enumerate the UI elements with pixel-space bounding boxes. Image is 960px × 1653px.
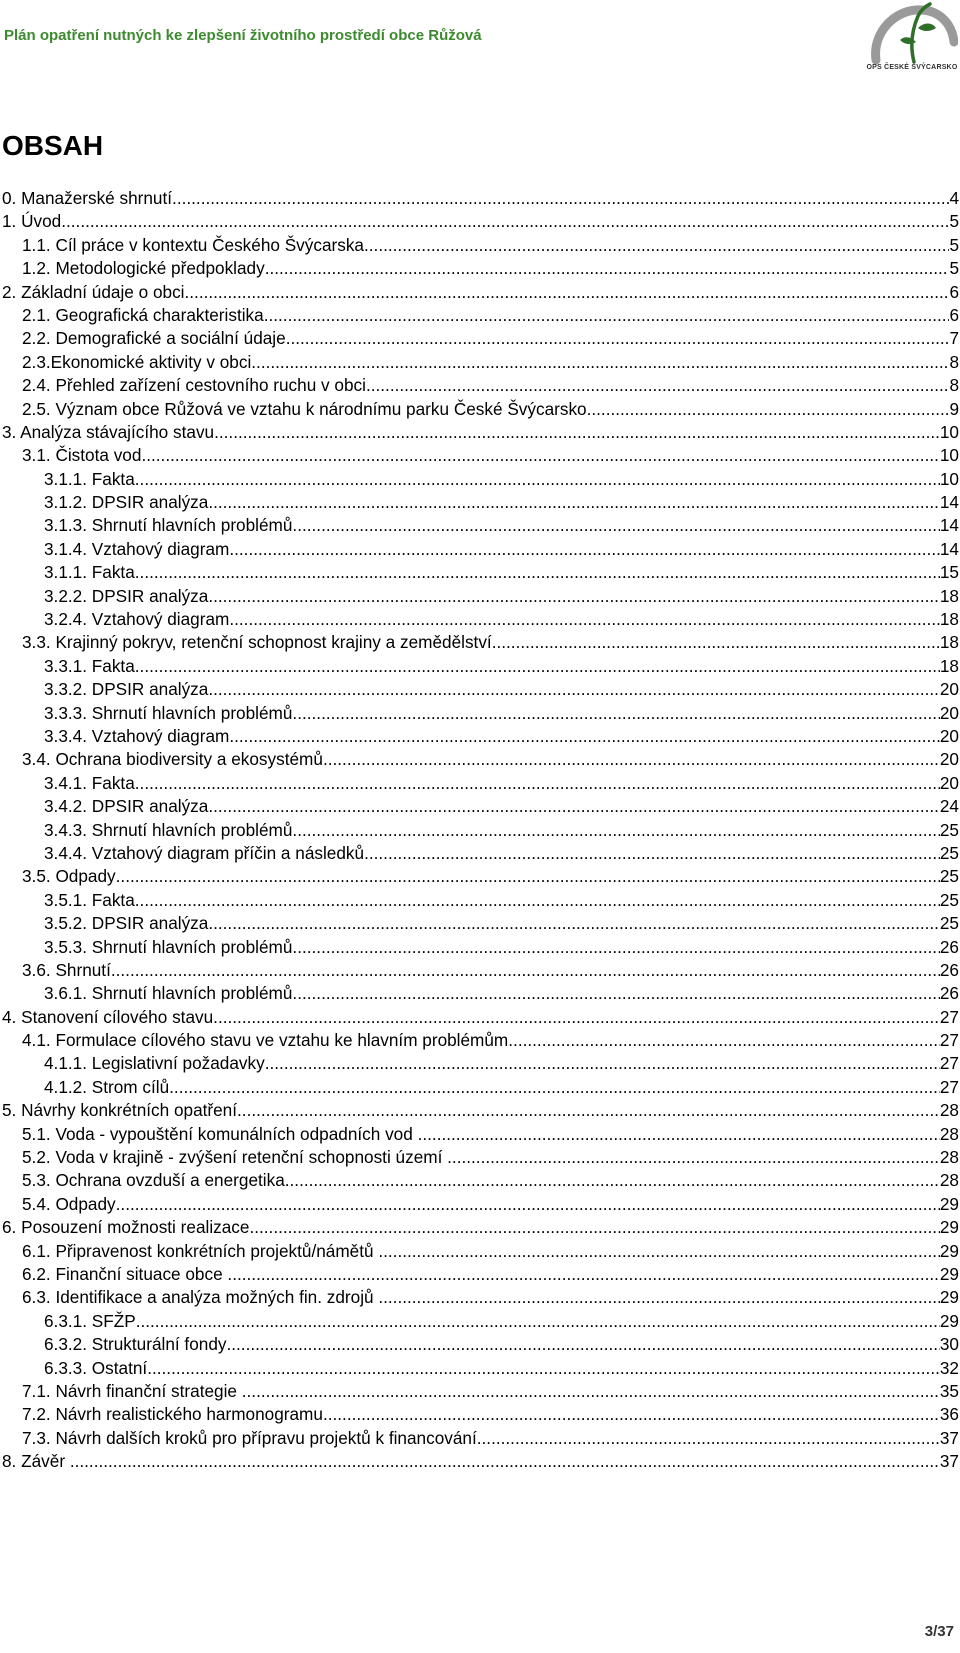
toc-dot-leader [208, 912, 940, 935]
toc-entry-page: 20 [939, 679, 959, 700]
toc-entry[interactable] [0, 865, 959, 888]
toc-entry-title: 1.2. Metodologické předpoklady [22, 258, 265, 279]
toc-dot-leader [214, 421, 940, 444]
toc-dot-leader [70, 1450, 940, 1473]
toc-entry[interactable] [0, 1286, 959, 1309]
toc-entry[interactable] [0, 351, 959, 374]
header-title: Plán opatření nutných ke zlepšení životního prostředí obce Růžová [4, 27, 482, 44]
toc-entry[interactable] [0, 795, 959, 818]
toc-dot-leader [61, 210, 949, 233]
toc-dot-leader [185, 281, 950, 304]
toc-dot-leader [292, 514, 939, 537]
toc-entry-title: 3.2.4. Vztahový diagram [44, 609, 230, 630]
toc-dot-leader [249, 1216, 939, 1239]
toc-entry-title: 3.6. Shrnutí [22, 959, 111, 980]
toc-entry[interactable] [0, 281, 959, 304]
toc-dot-leader [292, 936, 939, 959]
toc-entry-title: 4.1.1. Legislativní požadavky [44, 1053, 265, 1074]
toc-entry-title: 7.2. Návrh realistického harmonogramu [22, 1404, 323, 1425]
toc-entry-page: 25 [939, 842, 959, 863]
toc-entry-page: 29 [939, 1263, 959, 1284]
toc-entry[interactable] [0, 327, 959, 350]
toc-entry-title: 6.3.2. Strukturální fondy [44, 1334, 227, 1355]
toc-entry[interactable] [0, 1076, 959, 1099]
toc-entry[interactable] [0, 1240, 959, 1263]
toc-entry-title: 2.2. Demografické a sociální údaje [22, 328, 286, 349]
toc-entry[interactable] [0, 1123, 959, 1146]
toc-entry[interactable] [0, 304, 959, 327]
toc-entry-page: 24 [939, 796, 959, 817]
toc-entry-title: 3.3.2. DPSIR analýza [44, 679, 209, 700]
toc-dot-leader [378, 1286, 940, 1309]
toc-entry[interactable] [0, 772, 959, 795]
toc-entry-title: 5.4. Odpady [22, 1193, 116, 1214]
toc-dot-leader [135, 772, 940, 795]
toc-entry-title: 3.6.1. Shrnutí hlavních problémů [44, 983, 293, 1004]
toc-entry-page: 5 [949, 211, 959, 232]
toc-dot-leader [364, 234, 949, 257]
toc-entry[interactable] [0, 678, 959, 701]
toc-dot-leader [292, 819, 939, 842]
toc-entry-page: 18 [939, 609, 959, 630]
toc-entry[interactable] [0, 538, 959, 561]
toc-dot-leader [229, 538, 940, 561]
toc-entry[interactable] [0, 959, 959, 982]
toc-entry-page: 25 [939, 866, 959, 887]
toc-entry[interactable] [0, 842, 959, 865]
toc-entry[interactable] [0, 444, 959, 467]
toc-entry-title: 2.1. Geografická charakteristika [22, 304, 264, 325]
toc-entry[interactable] [0, 561, 959, 584]
toc-dot-leader [378, 1240, 940, 1263]
toc-entry[interactable] [0, 1403, 959, 1426]
toc-entry-page: 29 [939, 1193, 959, 1214]
toc-entry[interactable] [0, 631, 959, 654]
toc-entry-title: 3.4.1. Fakta [44, 772, 135, 793]
toc-entry-title: 3.5.2. DPSIR analýza [44, 913, 209, 934]
toc-entry-page: 14 [939, 492, 959, 513]
toc-dot-leader [242, 1380, 940, 1403]
toc-entry[interactable] [0, 210, 959, 233]
toc-dot-leader [366, 374, 949, 397]
toc-entry-title: 6.3. Identifikace a analýza možných fin. zdrojů [22, 1287, 379, 1308]
toc-entry[interactable] [0, 1146, 959, 1169]
toc-entry-title: 3. Analýza stávajícího stavu [2, 421, 215, 442]
toc-entry-page: 32 [939, 1357, 959, 1378]
toc-entry[interactable] [0, 1263, 959, 1286]
toc-entry[interactable] [0, 374, 959, 397]
toc-entry-page: 27 [939, 1053, 959, 1074]
toc-entry-title: 2.4. Přehled zařízení cestovního ruchu v obci [22, 375, 366, 396]
toc-entry-title: 1.1. Cíl práce v kontextu Českého Švýcarska [22, 234, 364, 255]
toc-entry[interactable] [0, 1193, 959, 1216]
toc-dot-leader [323, 1403, 940, 1426]
toc-entry[interactable] [0, 421, 959, 444]
ops-ceske-svycarsko-logo [866, 2, 958, 76]
toc-entry-title: 8. Závěr [2, 1451, 70, 1472]
toc-dot-leader [323, 748, 940, 771]
toc-dot-leader [208, 678, 940, 701]
toc-dot-leader [286, 327, 950, 350]
toc-dot-leader [135, 655, 940, 678]
toc-dot-leader [251, 351, 949, 374]
toc-entry-page: 6 [949, 304, 959, 325]
toc-dot-leader [227, 1263, 939, 1286]
toc-entry[interactable] [0, 1427, 959, 1450]
toc-dot-leader [492, 631, 940, 654]
toc-dot-leader [111, 959, 940, 982]
toc-entry-title: 3.4.2. DPSIR analýza [44, 796, 209, 817]
toc-dot-leader [208, 795, 940, 818]
toc-entry-page: 37 [939, 1451, 959, 1472]
toc-dot-leader [447, 1146, 940, 1169]
toc-dot-leader [418, 1123, 940, 1146]
toc-entry-title: 5.3. Ochrana ovzduší a energetika [22, 1170, 285, 1191]
toc-entry[interactable] [0, 468, 959, 491]
toc-entry-page: 28 [939, 1147, 959, 1168]
toc-entry[interactable] [0, 187, 959, 210]
toc-entry-title: 3.3. Krajinný pokryv, retenční schopnost krajiny a zemědělství [22, 632, 492, 653]
toc-entry-page: 26 [939, 959, 959, 980]
toc-entry-title: 3.1. Čistota vod [22, 445, 142, 466]
toc-entry-page: 5 [949, 258, 959, 279]
toc-entry-page: 29 [939, 1240, 959, 1261]
toc-entry[interactable] [0, 1029, 959, 1052]
toc-entry-title: 4.1. Formulace cílového stavu ve vztahu ke hlavním problémům [22, 1030, 509, 1051]
toc-entry[interactable] [0, 1052, 959, 1075]
toc-entry[interactable] [0, 1006, 959, 1029]
toc-entry-page: 28 [939, 1100, 959, 1121]
toc-entry-page: 25 [939, 913, 959, 934]
toc-dot-leader [364, 842, 940, 865]
toc-entry-page: 8 [949, 351, 959, 372]
toc-dot-leader [141, 444, 939, 467]
toc-entry-page: 18 [939, 632, 959, 653]
toc-entry-page: 8 [949, 375, 959, 396]
toc-entry[interactable] [0, 585, 959, 608]
toc-entry[interactable] [0, 702, 959, 725]
toc-entry-title: 3.1.2. DPSIR analýza [44, 492, 209, 513]
toc-entry-page: 20 [939, 749, 959, 770]
toc-entry-page: 4 [949, 188, 959, 208]
toc-entry[interactable] [0, 608, 959, 631]
toc-entry-page: 28 [939, 1123, 959, 1144]
toc-entry-page: 18 [939, 655, 959, 676]
toc-entry-title: 3.1.3. Shrnutí hlavních problémů [44, 515, 293, 536]
toc-dot-leader [135, 561, 940, 584]
toc-dot-leader [587, 398, 950, 421]
toc-entry-page: 18 [939, 585, 959, 606]
page-number: 3/37 [924, 1623, 954, 1640]
toc-entry-title: 5.1. Voda - vypouštění komunálních odpadních vod [22, 1123, 418, 1144]
toc-entry[interactable] [0, 514, 959, 537]
toc-dot-leader [477, 1427, 940, 1450]
toc-entry-page: 9 [949, 398, 959, 419]
toc-entry[interactable] [0, 725, 959, 748]
toc-dot-leader [208, 491, 940, 514]
toc-entry-page: 26 [939, 983, 959, 1004]
toc-entry-page: 14 [939, 538, 959, 559]
toc-entry-page: 37 [939, 1427, 959, 1448]
toc-entry-title: 3.1.1. Fakta [44, 468, 135, 489]
toc-entry-page: 27 [939, 1076, 959, 1097]
logo-text: OPS ČESKÉ ŠVÝCARSKO [866, 64, 958, 71]
toc-dot-leader [265, 1052, 940, 1075]
toc-entry-title: 3.3.1. Fakta [44, 655, 135, 676]
toc-dot-leader [292, 702, 939, 725]
toc-heading: OBSAH [2, 130, 104, 161]
toc-entry-title: 3.5. Odpady [22, 866, 116, 887]
toc-entry[interactable] [0, 398, 959, 421]
toc-entry[interactable] [0, 1380, 959, 1403]
toc-entry-title: 3.4.4. Vztahový diagram příčin a následků [44, 842, 365, 863]
toc-entry[interactable] [0, 1310, 959, 1333]
toc-entry-title: 6.3.3. Ostatní [44, 1357, 148, 1378]
toc-dot-leader [147, 1357, 940, 1380]
toc-entry-page: 29 [939, 1217, 959, 1238]
toc-entry-title: 3.2.2. DPSIR analýza [44, 585, 209, 606]
toc-entry-title: 6. Posouzení možnosti realizace [2, 1217, 250, 1238]
toc-entry[interactable] [0, 1169, 959, 1192]
toc-dot-leader [116, 1193, 940, 1216]
toc-entry-title: 3.5.3. Shrnutí hlavních problémů [44, 936, 293, 957]
toc-entry-page: 10 [939, 468, 959, 489]
toc-entry[interactable] [0, 912, 959, 935]
toc-entry[interactable] [0, 257, 959, 280]
toc-entry-title: 3.1.4. Vztahový diagram [44, 538, 230, 559]
toc-entry[interactable] [0, 1333, 959, 1356]
toc-entry-title: 6.3.1. SFŽP [44, 1310, 136, 1331]
toc-entry-page: 6 [949, 281, 959, 302]
toc-entry-page: 29 [939, 1310, 959, 1331]
toc-entry[interactable] [0, 819, 959, 842]
logo-emblem-icon [866, 2, 958, 66]
toc-entry-title: 3.3.3. Shrnutí hlavních problémů [44, 702, 293, 723]
toc-entry-page: 35 [939, 1380, 959, 1401]
toc-dot-leader [169, 1076, 940, 1099]
toc-dot-leader [208, 585, 940, 608]
toc-entry-title: 4. Stanovení cílového stavu [2, 1006, 214, 1027]
toc-dot-leader [508, 1029, 940, 1052]
toc-entry-page: 20 [939, 772, 959, 793]
toc-entry[interactable] [0, 491, 959, 514]
table-of-contents [0, 187, 959, 1473]
toc-entry-page: 27 [939, 1006, 959, 1027]
toc-entry-page: 27 [939, 1030, 959, 1051]
toc-entry-page: 20 [939, 702, 959, 723]
toc-dot-leader [285, 1169, 940, 1192]
toc-dot-leader [135, 889, 940, 912]
toc-dot-leader [213, 1006, 940, 1029]
toc-entry[interactable] [0, 748, 959, 771]
toc-entry[interactable] [0, 1099, 959, 1122]
toc-entry-title: 2.5. Význam obce Růžová ve vztahu k národnímu parku České Švýcarsko [22, 398, 587, 419]
toc-entry-page: 29 [939, 1287, 959, 1308]
toc-entry-page: 25 [939, 889, 959, 910]
toc-entry[interactable] [0, 982, 959, 1005]
toc-entry[interactable] [0, 1357, 959, 1380]
toc-entry[interactable] [0, 234, 959, 257]
toc-dot-leader [116, 865, 940, 888]
toc-entry[interactable] [0, 1450, 959, 1473]
toc-entry-page: 30 [939, 1334, 959, 1355]
toc-entry[interactable] [0, 889, 959, 912]
toc-entry-title: 7.3. Návrh dalších kroků pro přípravu projektů k financování [22, 1427, 477, 1448]
toc-dot-leader [237, 1099, 940, 1122]
toc-entry-title: 1. Úvod [2, 211, 62, 232]
toc-entry-title: 5.2. Voda v krajině - zvýšení retenční schopnosti území [22, 1147, 448, 1168]
toc-entry[interactable] [0, 1216, 959, 1239]
toc-entry-title: 0. Manažerské shrnutí [2, 188, 173, 208]
toc-entry-page: 15 [939, 562, 959, 583]
toc-entry-title: 3.4. Ochrana biodiversity a ekosystémů [22, 749, 323, 770]
toc-entry[interactable] [0, 936, 959, 959]
toc-entry-title: 2.3.Ekonomické aktivity v obci [22, 351, 252, 372]
toc-dot-leader [136, 1310, 940, 1333]
toc-entry-page: 7 [949, 328, 959, 349]
toc-entry-title: 3.1.1. Fakta [44, 562, 135, 583]
toc-entry-page: 14 [939, 515, 959, 536]
toc-entry-page: 25 [939, 819, 959, 840]
toc-entry-title: 6.1. Připravenost konkrétních projektů/námětů [22, 1240, 379, 1261]
toc-entry-title: 3.3.4. Vztahový diagram [44, 725, 230, 746]
toc-dot-leader [265, 257, 950, 280]
toc-entry-page: 10 [939, 445, 959, 466]
toc-dot-leader [172, 187, 949, 210]
toc-dot-leader [135, 468, 940, 491]
toc-entry[interactable] [0, 655, 959, 678]
toc-entry-page: 10 [939, 421, 959, 442]
toc-entry-title: 7.1. Návrh finanční strategie [22, 1380, 242, 1401]
toc-entry-title: 5. Návrhy konkrétních opatření [2, 1100, 238, 1121]
toc-entry-title: 3.5.1. Fakta [44, 889, 135, 910]
toc-entry-title: 4.1.2. Strom cílů [44, 1076, 170, 1097]
toc-entry-page: 36 [939, 1404, 959, 1425]
toc-entry-page: 20 [939, 725, 959, 746]
toc-dot-leader [264, 304, 950, 327]
toc-entry-title: 2. Základní údaje o obci [2, 281, 185, 302]
toc-dot-leader [226, 1333, 939, 1356]
toc-entry-page: 26 [939, 936, 959, 957]
toc-entry-title: 6.2. Finanční situace obce [22, 1263, 228, 1284]
toc-entry-page: 5 [949, 234, 959, 255]
toc-entry-page: 28 [939, 1170, 959, 1191]
toc-dot-leader [229, 608, 940, 631]
toc-dot-leader [292, 982, 939, 1005]
toc-entry-title: 3.4.3. Shrnutí hlavních problémů [44, 819, 293, 840]
toc-dot-leader [229, 725, 940, 748]
